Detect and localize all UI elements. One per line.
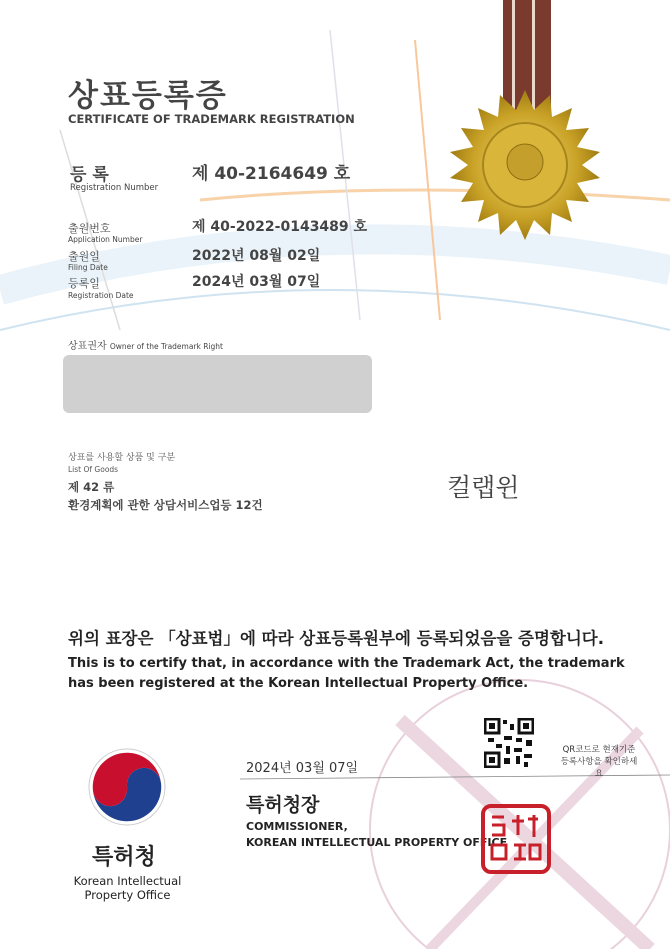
registration-label-en: Registration Number [70, 183, 159, 193]
goods-label: 상표를 사용할 상품 및 구분 [68, 453, 176, 463]
certify-ko: 위의 표장은 「상표법」에 따라 상표등록원부에 등록되었음을 증명합니다. [68, 629, 604, 648]
qr-note: QR코드로 현재기준 등록사항을 확인하세요 [560, 745, 638, 779]
certify-en-2: has been registered at the Korean Intellectual Property Office. [68, 676, 529, 691]
filing-date: 2022년 08월 02일 [192, 248, 321, 264]
filing-label-en: Filing Date [68, 263, 108, 272]
page-subtitle: CERTIFICATE OF TRADEMARK REGISTRATION [68, 112, 355, 126]
signer-title-en-1: COMMISSIONER, [246, 820, 348, 833]
page-title: 상표등록증 [68, 78, 228, 114]
trademark-text: 컬랩윈 [447, 473, 520, 502]
qr-code-icon[interactable] [484, 718, 534, 768]
signer-title-en-2: KOREAN INTELLECTUAL PROPERTY OFFICE [246, 836, 508, 849]
certify-en-1: This is to certify that, in accordance with the Trademark Act, the trademark [68, 656, 625, 671]
signer-title: 특허청장 [246, 794, 320, 816]
application-label: 출원번호 [68, 222, 111, 235]
logo-name-en: Korean Intellectual Property Office [73, 874, 182, 902]
goods-class: 제 42 류 [68, 480, 115, 494]
owner-label: 상표권자 Owner of the Trademark Right [68, 341, 224, 352]
issue-date: 2024년 03월 07일 [246, 761, 359, 776]
goods-description: 환경계획에 관한 상담서비스업등 12건 [68, 498, 263, 512]
owner-redacted [63, 355, 372, 413]
reg-date-label-en: Registration Date [68, 291, 134, 300]
kipo-logo-icon [85, 745, 169, 829]
registration-label: 등 록 [70, 165, 109, 185]
filing-label: 출원일 [68, 250, 100, 263]
reg-date-label: 등록일 [68, 277, 100, 290]
registration-number: 제 40-2164649 호 [192, 164, 351, 184]
registration-date: 2024년 03월 07일 [192, 274, 321, 290]
gold-seal-icon [450, 90, 600, 240]
official-stamp-icon [480, 803, 552, 875]
application-number: 제 40-2022-0143489 호 [192, 219, 368, 235]
logo-name-ko: 특허청 [92, 845, 156, 870]
application-label-en: Application Number [68, 235, 143, 244]
goods-label-en: List Of Goods [68, 465, 119, 474]
